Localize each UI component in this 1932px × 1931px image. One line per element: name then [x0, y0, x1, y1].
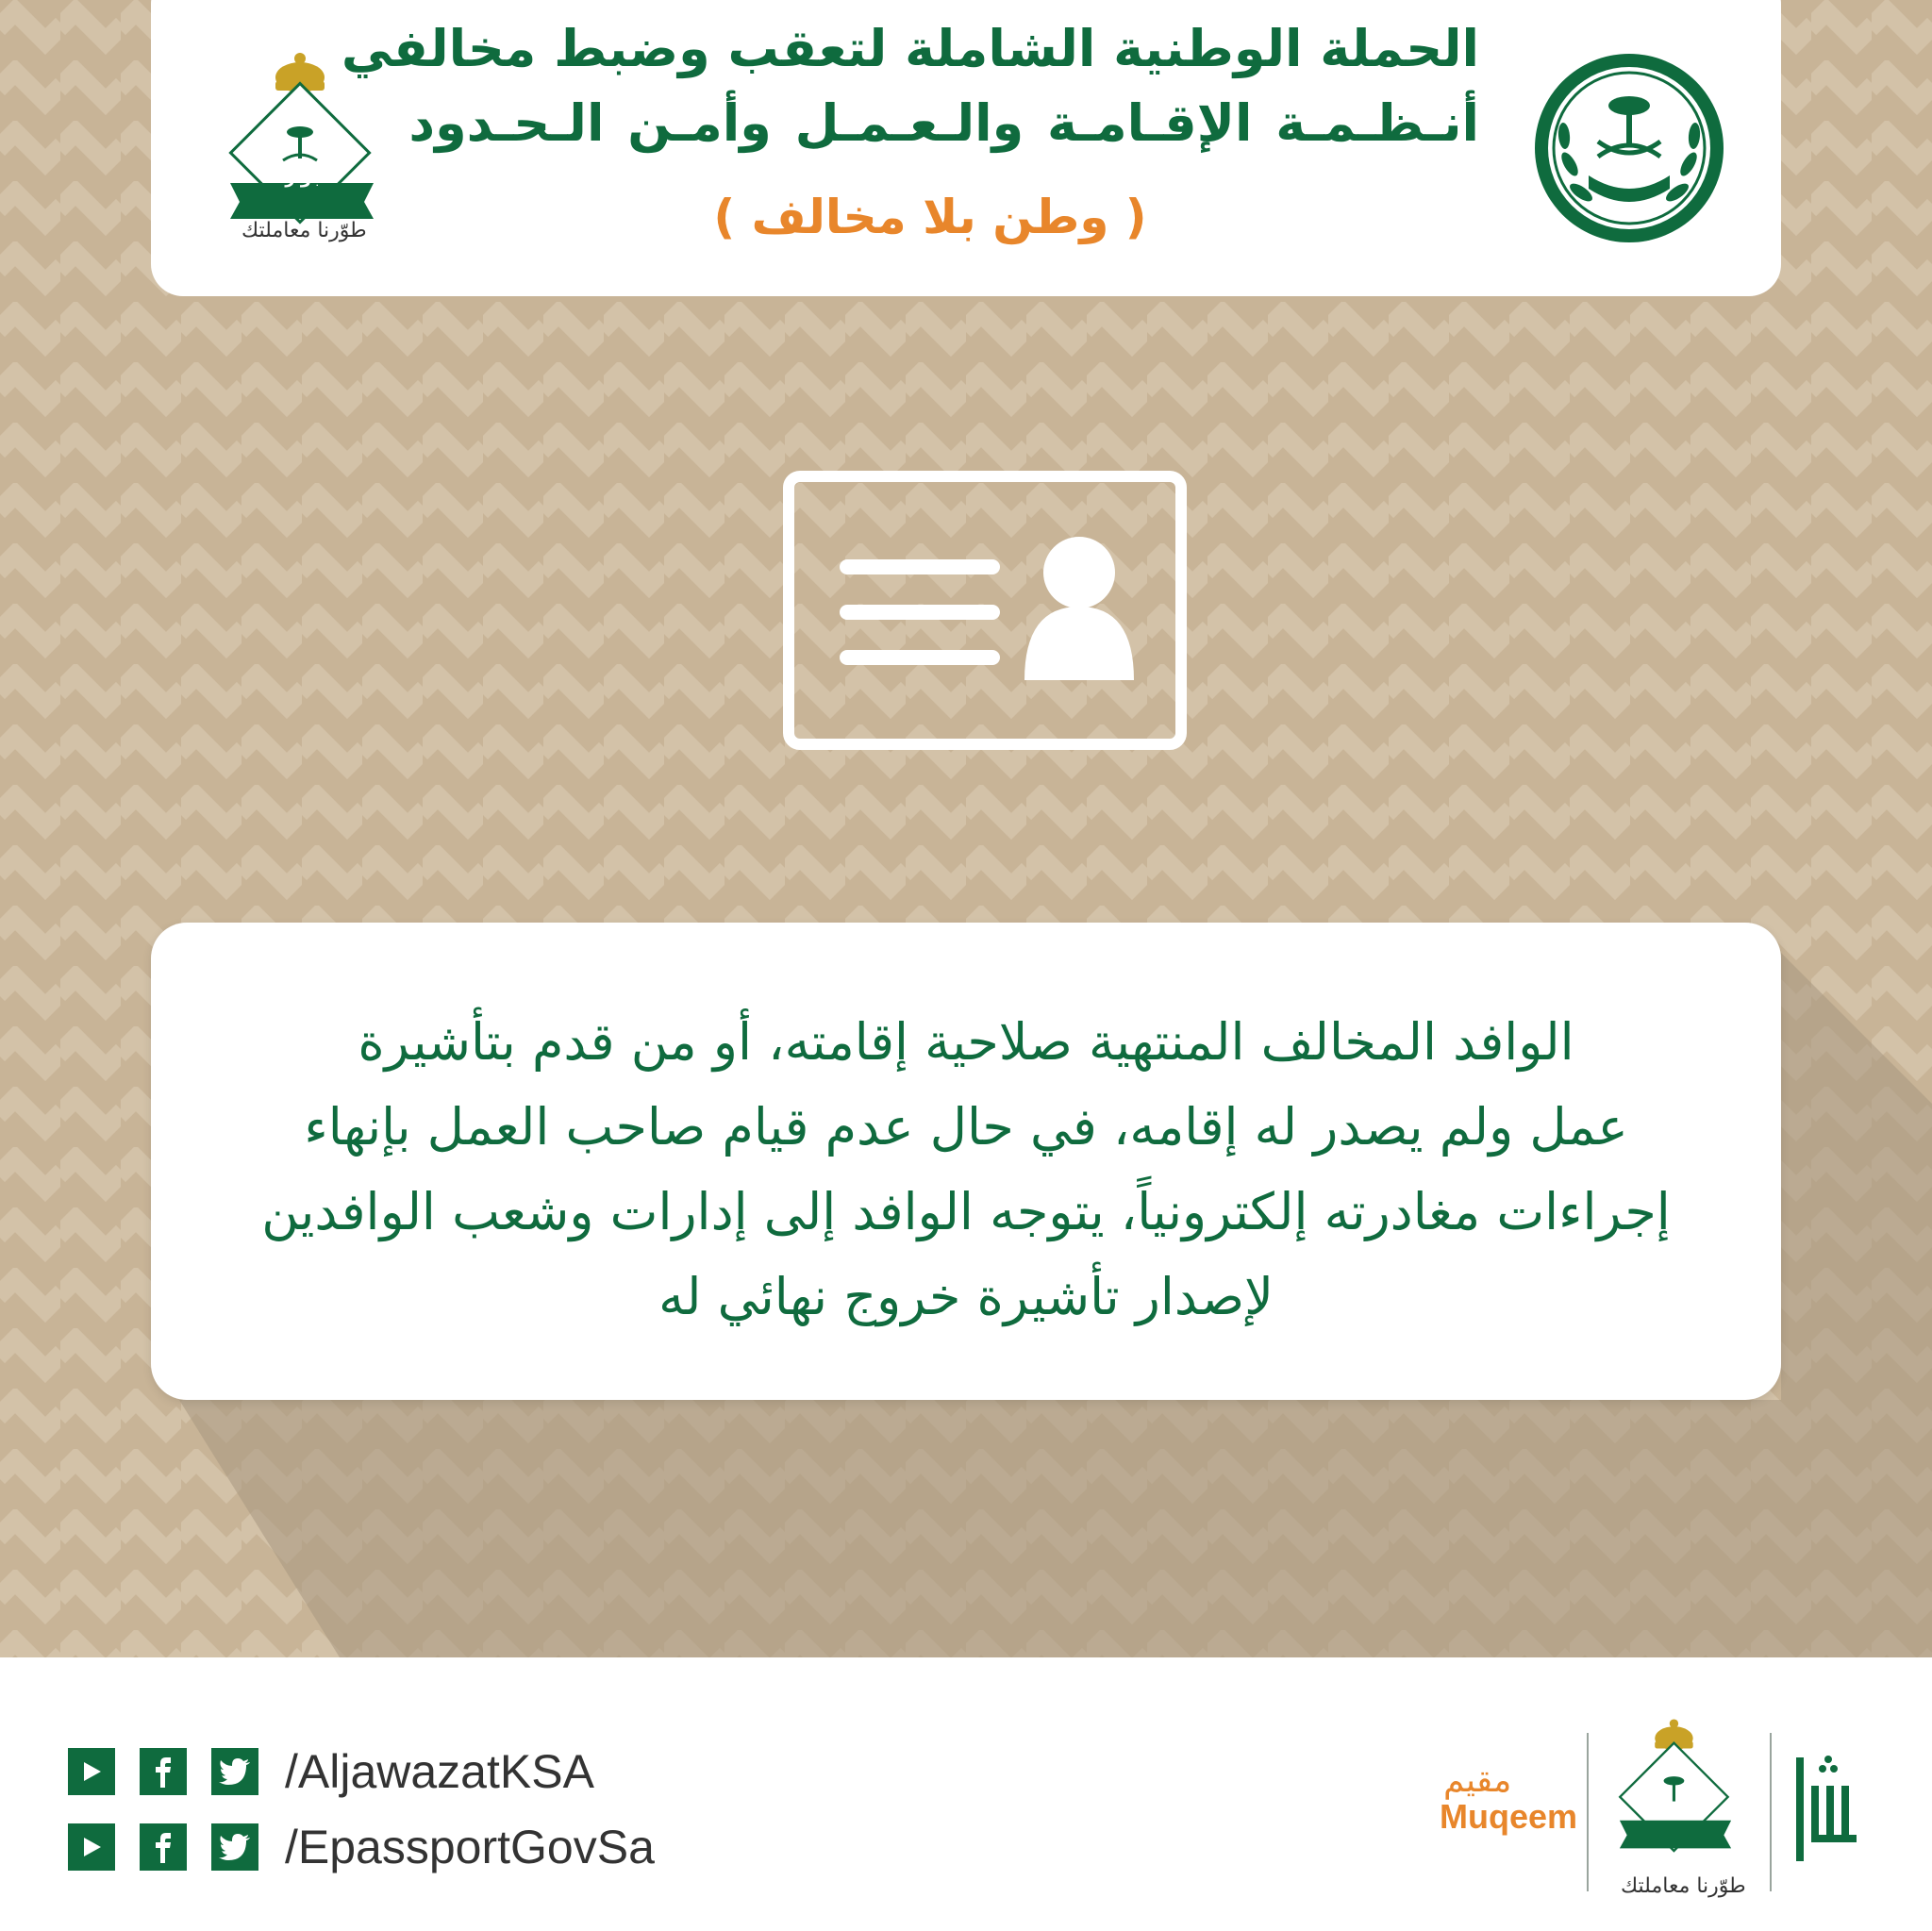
facebook-icon[interactable]	[140, 1748, 187, 1795]
youtube-icon[interactable]	[68, 1823, 115, 1871]
info-line: عمل ولم يصدر له إقامه، في حال عدم قيام صاحب العمل بإنهاء	[304, 1097, 1628, 1157]
footer	[0, 1657, 1932, 1931]
social-row-aljawazat	[68, 1744, 594, 1799]
twitter-icon[interactable]	[211, 1823, 258, 1871]
muqeem-logo-arabic: مقيم	[1443, 1761, 1512, 1800]
info-line: إجراءات مغادرته إلكترونياً، يتوجه الوافد إلى إدارات وشعب الوافدين	[261, 1182, 1671, 1241]
id-card-icon	[781, 469, 1189, 752]
jawazat-tagline: طوّرنا معاملتك	[242, 219, 367, 242]
social-handle[interactable]: /AljawazatKSA	[285, 1745, 594, 1798]
jawazat-logo-name: الجوازات	[262, 168, 336, 188]
absher-logo	[1790, 1748, 1860, 1871]
info-line: لإصدار تأشيرة خروج نهائي له	[658, 1267, 1274, 1326]
footer-jawazat-tagline: طوّرنا معاملتك	[1621, 1874, 1746, 1898]
jawazat-footer-logo	[1609, 1714, 1741, 1873]
footer-divider	[1587, 1733, 1589, 1891]
info-card	[151, 923, 1781, 1400]
campaign-title-line-1: الحملة الوطنية الشاملة لتعقب وضبط مخالفي	[341, 19, 1479, 78]
ministry-of-interior-emblem	[1532, 51, 1726, 245]
slogan-text: ( وطن بلا مخالف )	[713, 190, 1147, 244]
social-row-epassport	[68, 1820, 655, 1874]
muqeem-logo-english: Muqeem	[1440, 1797, 1578, 1836]
facebook-icon[interactable]	[140, 1823, 187, 1871]
info-text	[236, 1000, 1696, 1340]
info-line: الوافد المخالف المنتهية صلاحية إقامته، أو من قدم بتأشيرة	[358, 1012, 1574, 1072]
social-handle[interactable]: /EpassportGovSa	[285, 1821, 655, 1873]
jawazat-logo	[217, 49, 387, 247]
footer-divider	[1770, 1733, 1772, 1891]
twitter-icon[interactable]	[211, 1748, 258, 1795]
campaign-title-line-2: أنـظـمـة الإقـامـة والـعـمـل وأمـن الـحـدود	[408, 93, 1479, 153]
youtube-icon[interactable]	[68, 1748, 115, 1795]
